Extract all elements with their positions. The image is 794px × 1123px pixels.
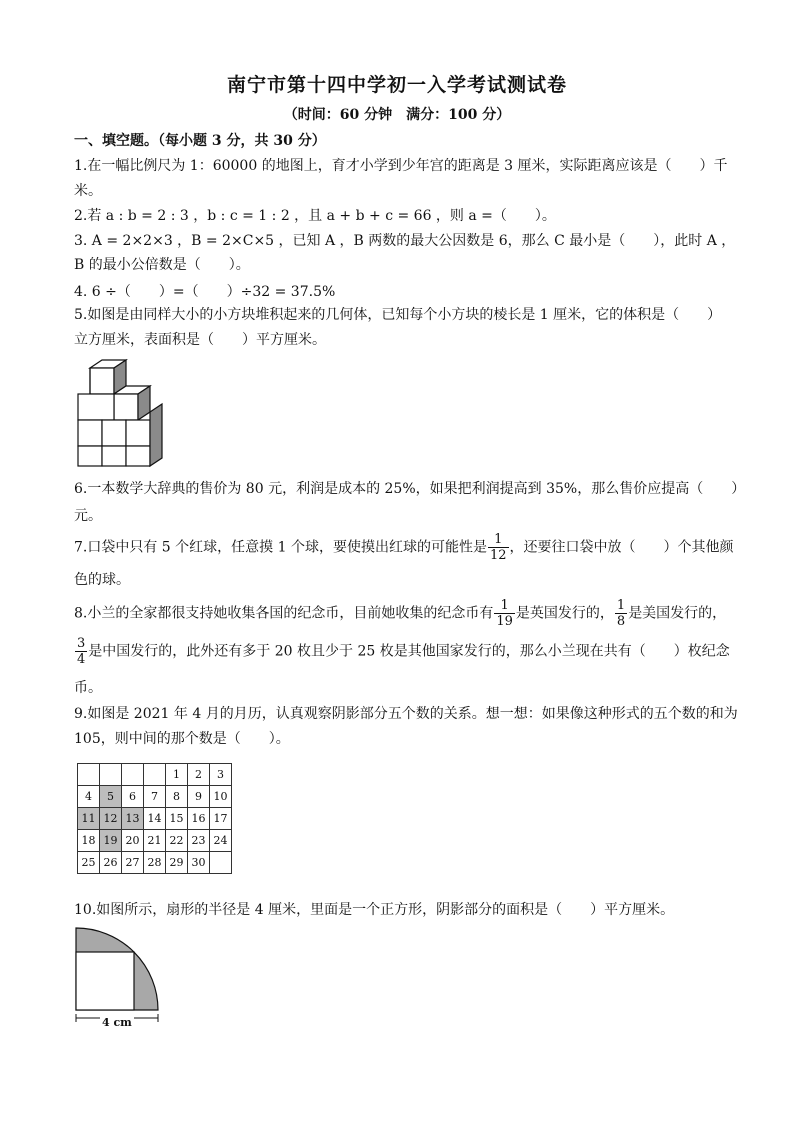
fraction-numerator: 1 bbox=[488, 532, 509, 548]
calendar-cell: 3 bbox=[210, 764, 232, 786]
question-10: 10.如图所示，扇形的半径是 4 厘米，里面是一个正方形，阴影部分的面积是（ ）平方厘米。 bbox=[74, 902, 675, 918]
calendar-cell: 30 bbox=[188, 852, 210, 874]
calendar-cell: 25 bbox=[78, 852, 100, 874]
question-9-line-2: 105，则中间的那个数是（ ）。 bbox=[74, 731, 290, 747]
calendar-cell: 10 bbox=[210, 786, 232, 808]
calendar-cell: 8 bbox=[166, 786, 188, 808]
calendar-cell: 27 bbox=[122, 852, 144, 874]
calendar-row bbox=[78, 808, 232, 830]
question-8-line-3: 币。 bbox=[74, 680, 102, 696]
calendar-cell bbox=[210, 852, 232, 874]
question-6-line-2: 元。 bbox=[74, 508, 102, 524]
question-8-line-2 bbox=[74, 636, 730, 667]
question-8-text-a: 8.小兰的全家都很支持她收集各国的纪念币，目前她收集的纪念币有 bbox=[74, 605, 494, 622]
calendar-row bbox=[78, 830, 232, 852]
question-7-text-a: 7.口袋中只有 5 个红球，任意摸 1 个球，要使摸出红球的可能性是 bbox=[74, 539, 487, 556]
calendar-cell: 9 bbox=[188, 786, 210, 808]
calendar-cell: 6 bbox=[122, 786, 144, 808]
question-8-text-b: 是英国发行的， bbox=[515, 605, 614, 622]
question-4: 4. 6 ÷（ ）=（ ）÷32 = 37.5% bbox=[74, 284, 336, 300]
sector-square-figure bbox=[72, 924, 164, 1028]
figure-radius-label: 4 cm bbox=[102, 1016, 132, 1029]
exam-info: （时间：60 分钟 满分：100 分） bbox=[283, 107, 511, 123]
april-calendar-table bbox=[77, 763, 232, 874]
fraction-denominator: 12 bbox=[489, 548, 507, 563]
calendar-cell: 23 bbox=[188, 830, 210, 852]
calendar-cell: 19 bbox=[100, 830, 122, 852]
question-6-line-1: 6.一本数学大辞典的售价为 80 元，利润是成本的 25%，如果把利润提高到 35%，那么售价应提高（ ） bbox=[74, 481, 746, 497]
calendar-cell: 15 bbox=[166, 808, 188, 830]
calendar-cell: 4 bbox=[78, 786, 100, 808]
calendar-cell: 29 bbox=[166, 852, 188, 874]
fraction-1-19 bbox=[494, 598, 515, 629]
calendar-cell bbox=[78, 764, 100, 786]
calendar-cell: 17 bbox=[210, 808, 232, 830]
calendar-row bbox=[78, 764, 232, 786]
calendar-cell: 1 bbox=[166, 764, 188, 786]
question-7-line-2: 色的球。 bbox=[74, 572, 130, 588]
calendar-cell bbox=[122, 764, 144, 786]
question-7-line-1 bbox=[74, 532, 734, 563]
calendar-cell: 22 bbox=[166, 830, 188, 852]
question-1-line-2: 米。 bbox=[74, 183, 102, 199]
section-heading: 一、填空题。（每小题 3 分，共 30 分） bbox=[74, 133, 326, 149]
calendar-cell: 5 bbox=[100, 786, 122, 808]
fraction-denominator: 4 bbox=[77, 652, 86, 667]
calendar-cell: 16 bbox=[188, 808, 210, 830]
calendar-cell: 26 bbox=[100, 852, 122, 874]
fraction-numerator: 1 bbox=[494, 598, 515, 614]
calendar-row bbox=[78, 786, 232, 808]
calendar-cell: 7 bbox=[144, 786, 166, 808]
question-9-line-1: 9.如图是 2021 年 4 月的月历，认真观察阴影部分五个数的关系。想一想：如果像这种形式的五个数的和为 bbox=[74, 706, 738, 722]
question-8-text-d: 是中国发行的，此外还有多于 20 枚且少于 25 枚是其他国家发行的，那么小兰现在共有（ ）枚纪念 bbox=[88, 643, 730, 660]
question-8-line-1 bbox=[74, 598, 726, 629]
calendar-cell: 13 bbox=[122, 808, 144, 830]
question-7-text-b: ，还要往口袋中放（ ）个其他颜 bbox=[509, 539, 734, 556]
calendar-cell: 24 bbox=[210, 830, 232, 852]
question-5-line-2: 立方厘米，表面积是（ ）平方厘米。 bbox=[74, 332, 326, 348]
fraction-numerator: 1 bbox=[616, 598, 626, 613]
question-8-text-c: 是美国发行的， bbox=[628, 605, 727, 622]
calendar-row bbox=[78, 852, 232, 874]
calendar-cell bbox=[100, 764, 122, 786]
question-2: 2.若 a : b = 2 : 3 ，b : c = 1 : 2 ，且 a + b + c = 66 ，则 a =（ ）。 bbox=[74, 208, 556, 224]
calendar-cell: 12 bbox=[100, 808, 122, 830]
fraction-1-8 bbox=[615, 598, 627, 629]
fraction-denominator: 19 bbox=[496, 614, 513, 629]
calendar-cell: 20 bbox=[122, 830, 144, 852]
calendar-cell: 14 bbox=[144, 808, 166, 830]
question-5-line-1: 5.如图是由同样大小的小方块堆积起来的几何体，已知每个小方块的棱长是 1 厘米，它的体积是（ ） bbox=[74, 307, 722, 323]
fraction-numerator: 3 bbox=[77, 636, 86, 651]
calendar-cell bbox=[144, 764, 166, 786]
fraction-1-12 bbox=[488, 532, 509, 563]
cube-stack-figure bbox=[74, 358, 164, 470]
calendar-cell: 21 bbox=[144, 830, 166, 852]
question-3-line-1: 3. A = 2×2×3 ，B = 2×C×5 ，已知 A ，B 两数的最大公因数是 6，那么 C 最小是（ ），此时 A ， bbox=[74, 233, 736, 249]
calendar-cell: 18 bbox=[78, 830, 100, 852]
calendar-cell: 2 bbox=[188, 764, 210, 786]
calendar-cell: 28 bbox=[144, 852, 166, 874]
calendar-cell: 11 bbox=[78, 808, 100, 830]
fraction-denominator: 8 bbox=[616, 614, 626, 629]
fraction-3-4 bbox=[75, 636, 87, 667]
page-title: 南宁市第十四中学初一入学考试测试卷 bbox=[226, 74, 567, 96]
question-3-line-2: B 的最小公倍数是（ ）。 bbox=[74, 257, 250, 273]
question-1-line-1: 1.在一幅比例尺为 1：60000 的地图上，育才小学到少年宫的距离是 3 厘米，实际距离应该是（ ）千 bbox=[74, 158, 728, 174]
